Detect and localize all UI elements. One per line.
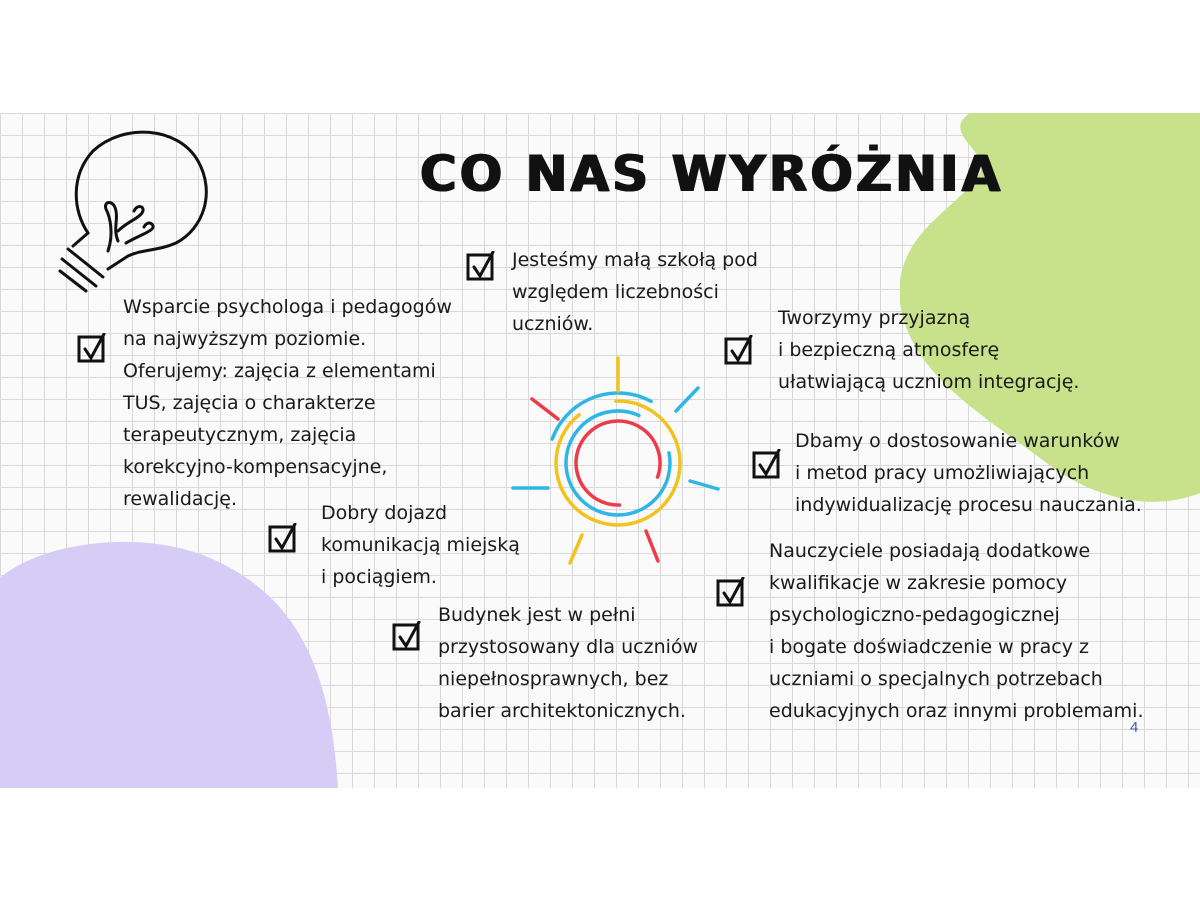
page-number: 4: [1130, 719, 1139, 736]
feature-adapted-methods: Dbamy o dostosowanie warunków i metod pracy umożliwiających indywidualizację procesu nauczania.: [795, 430, 1142, 516]
purple-blob: [0, 538, 345, 788]
feature-qualified-teachers: Nauczyciele posiadają dodatkowe kwalifikacje w zakresie pomocy psychologiczno-pedagogicznej i bogate doświadczenie w pracy z uczniami o specjalnych potrzebach edukacyjnych oraz innymi problemami.: [769, 540, 1144, 722]
checkbox-checked-icon: [716, 577, 746, 607]
spiral-sun-icon: [508, 353, 728, 573]
feature-transport-access: Dobry dojazd komunikacją miejską i pociągiem.: [321, 502, 520, 588]
checkbox-checked-icon: [268, 523, 298, 553]
feature-small-school: Jesteśmy małą szkołą pod względem liczebności uczniów.: [512, 249, 758, 335]
slide: [0, 113, 1200, 788]
feature-psychologist-support: Wsparcie psychologa i pedagogów na najwyższym poziomie. Oferujemy: zajęcia z elementami TUS, zajęcia o charakterze terapeutycznym, zajęcia korekcyjno-kompensacyjne, rewalidację.: [123, 296, 452, 510]
lightbulb-icon: [48, 121, 223, 301]
checkbox-checked-icon: [77, 333, 107, 363]
checkbox-checked-icon: [752, 449, 782, 479]
feature-accessible-building: Budynek jest w pełni przystosowany dla uczniów niepełnosprawnych, bez barier architektonicznych.: [438, 604, 699, 722]
page-title: CO NAS WYRÓŻNIA: [420, 145, 1004, 203]
feature-friendly-atmosphere: Tworzymy przyjazną i bezpieczną atmosferę ułatwiającą uczniom integrację.: [778, 307, 1080, 393]
checkbox-checked-icon: [392, 621, 422, 651]
checkbox-checked-icon: [466, 251, 496, 281]
